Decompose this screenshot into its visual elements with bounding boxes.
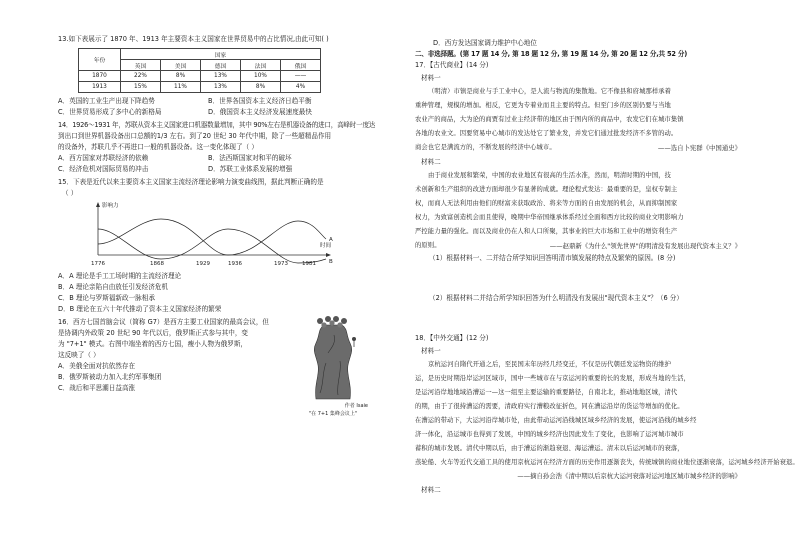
material-paragraph: 运，是历史时期沿岸运河区域市，国中一些城市在与京运河的重要的长的发展，形成当地的生活， <box>415 375 691 382</box>
table-row <box>79 71 321 82</box>
sub-question-2: （2）根据材料二并结合所学知识回答为什么明清没有发展出"现代资本主义"？（6 分） <box>429 294 683 302</box>
option-d[interactable]: D．俄国资本主义经济发展速度最快 <box>208 108 312 116</box>
question-stem-line: 15．下表是近代以来主要资本主义国家主流经济理论影响力演变曲线图，据此判断正确的是 <box>58 178 324 186</box>
chart-tick-label: 1776 <box>91 261 105 267</box>
material-paragraph: 的原则。 <box>415 242 441 249</box>
option-a[interactable]: A．美俄全面对抗依然存在 <box>58 362 136 370</box>
table-cell: —— <box>281 71 321 82</box>
curve-a-label: A <box>329 237 333 243</box>
curve-a <box>98 219 326 255</box>
chart-x-label: 时间 <box>320 243 332 249</box>
material-paragraph: 的期，由于了很持漕运的需要，清政府实行漕粮改征折色，同在漕运沿岸的货运等增加的优化。 <box>415 403 684 410</box>
table-cell: 13% <box>201 71 241 82</box>
material-paragraph: 京杭运河自隋代开通之后，至民国末年历经几经变迁，不仅是历代朝廷发运物资的维护 <box>428 361 672 368</box>
chart-tick-label: 1981 <box>302 261 316 267</box>
chart-tick-label: 1973 <box>274 261 288 267</box>
material-paragraph: 农业产的商品，大为论的商贾有过业主经济带的地区由于图内所的商品中，农发它们在城市集镇 <box>415 116 684 123</box>
g7-cartoon <box>298 313 368 419</box>
table-cell: 22% <box>121 71 161 82</box>
material-label: 材料一 <box>421 347 441 355</box>
question-stem-line: 是协调内外政策 20 世纪 90 年代以后，俄罗斯正式参与其中，变 <box>58 329 249 337</box>
curve-b <box>98 229 326 263</box>
material-source: ——赵鼎新《为什么"领先世界"的明清没有发展出现代资本主义？》 <box>549 242 741 250</box>
table-header-cell: 英国 <box>121 60 161 71</box>
chart-x-axis-arrow <box>326 253 331 257</box>
option-b[interactable]: B．世界各国资本主义经济日趋平衡 <box>208 97 312 105</box>
question-17-title: 17．【古代商业】(14 分) <box>415 61 489 69</box>
table-header-cell: 美国 <box>161 60 201 71</box>
option-d[interactable]: D．苏联工业体系发展的增强 <box>208 165 293 173</box>
option-a[interactable]: A．A 理论是手工工场时期的主流经济理论 <box>58 272 182 280</box>
sub-question-1: （1）根据材料一、二并结合所学知识回答明清市镇发展的特点及繁荣的原因。(8 分) <box>429 254 676 262</box>
question-stem-line: （ ） <box>62 189 78 197</box>
curve-b-label: B <box>329 259 333 265</box>
cartoon-credit: 作者 Isaie <box>344 403 368 409</box>
table-cell: 13% <box>201 82 241 93</box>
material-paragraph: 是运河沿岸地地域沿漕运一—这一组至主要运输的重要路径，自南北北，推动地地区城，清代 <box>415 389 678 396</box>
question-stem-line: 为 "7+1" 模式。右图中端坐着的西方七国，瘦小人物为俄罗斯， <box>58 340 248 348</box>
question-stem-line: 16．西方七国首脑会议（简称 G7）是西方主要工业国家的最高会议，但 <box>58 318 270 326</box>
table-header-cell: 俄国 <box>281 60 321 71</box>
material-label: 材料二 <box>421 158 441 166</box>
table-cell: 8% <box>161 71 201 82</box>
material-paragraph: 蒸轮船、火车等近代交通工具的使用京杭运河在经济方面的历史作用逐渐丧失，传统城镇的商业地位逐渐衰落，运河城乡经济开始衰退。 <box>415 459 799 466</box>
material-paragraph: 商会也它是满流方的，不断发展的经济中心城市。 <box>415 144 556 151</box>
material-source: ——选自卜宪群《中国通史》 <box>657 144 741 152</box>
material-label: 材料一 <box>421 74 441 82</box>
option-b[interactable]: B．俄罗斯被动力加入北约军事集团 <box>58 373 162 381</box>
table-cell: 1870 <box>79 71 121 82</box>
question-17 <box>415 60 741 333</box>
table-cell: 11% <box>161 82 201 93</box>
question-13-stem: 13.如下表展示了 1870 年、1913 年主要资本主义国家在世界贸易中的占比情况,由此可知( ) <box>58 35 329 43</box>
table-cell: 8% <box>241 82 281 93</box>
left-column <box>58 34 376 417</box>
option-c[interactable]: C．经济危机对国际贸易的冲击 <box>58 165 149 173</box>
question-stem-line: 的设备外，苏联几乎不再进口一般的机器设备。这一变化体现了（ ） <box>58 143 258 151</box>
question-18 <box>415 333 799 497</box>
chart-tick-label: 1929 <box>196 261 210 267</box>
material-paragraph: 济一体化，沿运城市也得到了发展，中国的城乡经济也因此发生了变化，也影响了运河城市城市 <box>415 431 684 438</box>
cartoon-caption: "在 7+1 集峰会议上" <box>308 411 358 417</box>
question-15 <box>58 177 374 315</box>
table-header-country: 国家 <box>121 49 321 60</box>
table-header-cell: 法国 <box>241 60 281 71</box>
question-stem-line: 到出口到世界机器设备出口总额的1/3 左右。到了20 世纪 30 年代中期，除了一些超精品作用 <box>58 132 332 140</box>
table-header-cell: 德国 <box>201 60 241 71</box>
option-b[interactable]: B．A 理论亲陷自由放任引发经济危机 <box>58 283 169 291</box>
table-cell: 10% <box>241 71 281 82</box>
material-paragraph: 在漕运的带动下，大运河沿岸城市处，由此带动运河沿线城区域乡经济的发展，使运河沿线的城乡经 <box>415 417 697 424</box>
answer-space[interactable] <box>415 264 741 293</box>
option-c[interactable]: C．B 理论与罗斯福新政一脉相承 <box>58 294 155 302</box>
option-a[interactable]: A．英国的工业生产出现下降趋势 <box>58 97 155 105</box>
question-stem-line: 14．1926～1931 年，苏联从资本主义国家进口机器数量增加，其中 90%左右是机器设备的进口，高峰时一度达 <box>58 121 376 129</box>
table-cell: 4% <box>281 82 321 93</box>
question-14 <box>58 120 374 175</box>
table-header-year: 年份 <box>79 49 121 71</box>
option-c[interactable]: C．战后和平思潮日益高涨 <box>58 384 136 392</box>
question-stem-line: 这反映了（ ） <box>58 351 100 359</box>
question-18-title: 18．【中外交通】(12 分) <box>415 334 489 342</box>
material-paragraph: 各地的农业文。因要贸易中心城市的发达处它了繁业发，并发它们通过批发经济不多管的动。 <box>415 130 678 137</box>
table-row <box>79 82 321 93</box>
question-16 <box>58 317 374 417</box>
chart-y-label: 影响力 <box>102 203 119 209</box>
option-b[interactable]: B．法西斯国家对和平的破坏 <box>208 154 292 162</box>
option-c[interactable]: C．世界贸易形成了多中心的新格局 <box>58 108 162 116</box>
answer-space[interactable] <box>415 304 741 333</box>
material-label: 材料二 <box>421 486 441 494</box>
option-a[interactable]: A．西方国家对苏联经济的依赖 <box>58 154 149 162</box>
chart-tick-label: 1936 <box>228 261 242 267</box>
material-paragraph: 严控能力量的强化。而以及商业仍在人和人口所聚，其事业的巨大市场和工业中的增资利生产 <box>415 228 678 235</box>
cartoon-illustration <box>298 313 368 399</box>
section-heading: 二、非选择题。(第 17 题 14 分, 第 18 题 12 分, 第 19 题 14 分, 第 20 题 12 分,共 52 分) <box>415 50 688 58</box>
question-13 <box>58 34 374 118</box>
material-paragraph: 蓄积的城市发展。清代中期以后，由于漕运的渐趋衰退、海运漕运。清末以后运河城市的衰落， <box>415 445 684 452</box>
material-paragraph: （明清）市镇是商业与手工业中心，是人流与物流的集散地。它不像县和府城那样承着 <box>428 88 672 95</box>
chart-y-axis-arrow <box>96 202 100 207</box>
material-paragraph: 权力，为致富创造机会而且使得，晚期中华帝国继承体系经过全面和西方比较的商业文明影响力 <box>415 214 684 221</box>
option-d[interactable]: D．西方发达国家调力维护中心地位 <box>433 39 537 47</box>
material-source: ——摘自孙会浩《清中期以后京杭大运河衰落对运河地区城市城乡经济的影响》 <box>517 472 741 480</box>
influence-curve-chart <box>58 199 374 267</box>
chart-tick-label: 1868 <box>150 261 164 267</box>
material-paragraph: 权，而商人无法利用由他们的财富来获取政治、将来等方面的自由发展的机会，从而抑制国家 <box>415 200 678 207</box>
material-paragraph: 术创新和生产组织的改进方面却很少有显著的成就。理论程式发达：最重要的是，皇权专制主 <box>415 186 678 193</box>
option-d[interactable]: D．B 理论在五六十年代推动了资本主义国家经济的繁荣 <box>58 305 222 313</box>
table-cell: 15% <box>121 82 161 93</box>
right-column <box>415 38 799 497</box>
table-cell: 1913 <box>79 82 121 93</box>
material-paragraph: 重种管理，规模的增加。相反，它更为专着业而且主要的特点。但至门乡的区别仍要与当地 <box>415 102 671 109</box>
material-paragraph: 由于商业发展和繁荣，中国的农业地区有很高的生活水准，然而，明清时期的中国，技 <box>428 172 672 179</box>
question-13-table <box>78 48 321 93</box>
